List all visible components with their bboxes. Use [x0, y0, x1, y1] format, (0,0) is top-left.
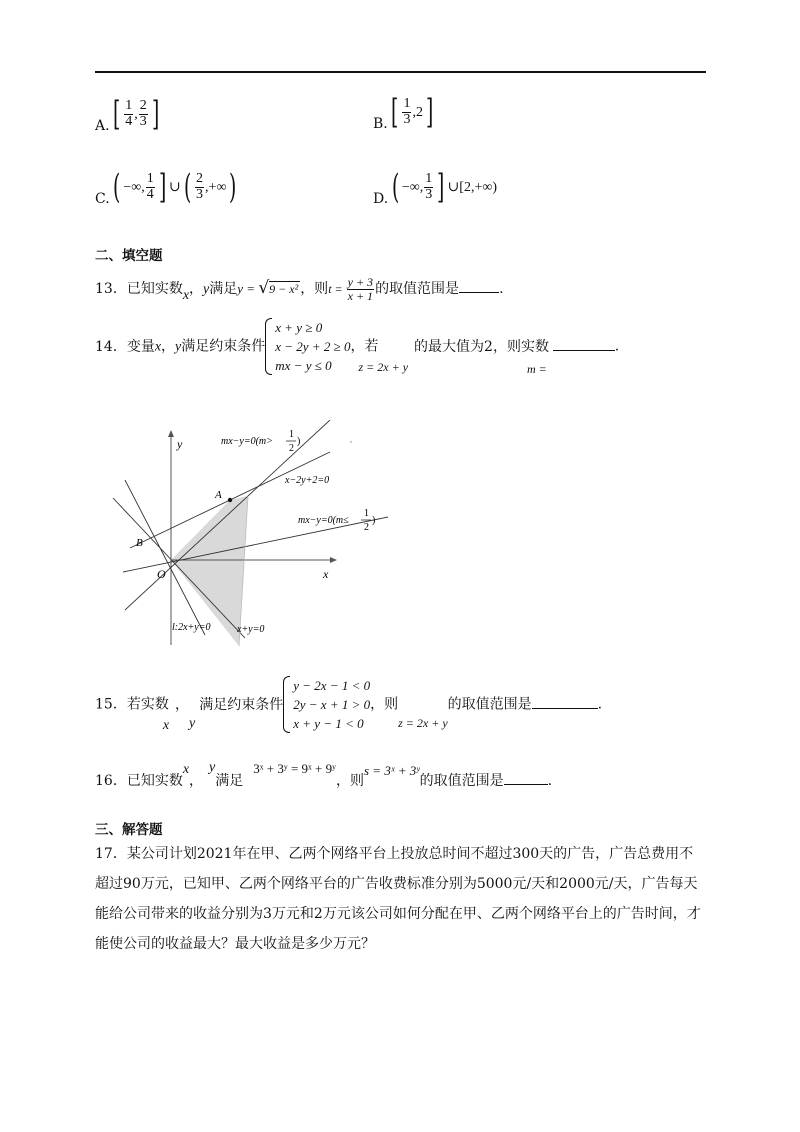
- line1-label: mx−y=0(m>: [221, 436, 273, 447]
- line5-label: x+y=0: [237, 624, 265, 635]
- option-a[interactable]: A. [ $\frac{1}{4}$ , $\frac{2}{3}$ ]: [95, 94, 160, 134]
- q15-answer-blank[interactable]: [532, 694, 598, 709]
- option-d-label: D.: [373, 191, 389, 207]
- line1-frac-den: 2: [289, 443, 294, 454]
- option-d[interactable]: D. ( −∞, $\frac{1}{3}$ ] ∪[2,+∞): [373, 167, 497, 207]
- question-13: 13．已知实数x，y满足y = √9 − x² ，则t = $\frac{y + 3}{x + 1}$ 的取值范围是 .: [95, 275, 504, 304]
- y-axis-label: y: [177, 437, 183, 451]
- option-b-label: B.: [373, 116, 388, 132]
- option-b[interactable]: B. [ $\frac{1}{3}$ ,2]: [373, 92, 434, 132]
- line3-frac-num: 1: [364, 508, 369, 519]
- line3-close: ): [372, 515, 376, 526]
- section-3-title: 三、解答题: [95, 822, 163, 838]
- option-c-frac1: $\frac{1}{4}$: [146, 170, 154, 202]
- option-a-frac1: $\frac{1}{4}$: [125, 97, 133, 129]
- y-axis-arrow-icon: [168, 430, 174, 437]
- x-axis-label: x: [323, 567, 329, 581]
- origin-label: O: [157, 567, 166, 581]
- q13-answer-blank[interactable]: [459, 278, 499, 293]
- stray-mark: ,: [350, 435, 352, 444]
- point-b-label: B: [136, 537, 143, 549]
- section-2-title: 二、填空题: [95, 248, 163, 264]
- option-c[interactable]: C. ( −∞, $\frac{1}{4}$ ] ∪( $\frac{2}{3}$ ,+∞): [95, 167, 237, 207]
- question-16: 16．已知实数x，y满足3ˣ + 3ʸ = 9ˣ + 9ʸ，则s = 3ˣ + 3ʸ的取值范围是 .: [95, 760, 553, 789]
- line3-label: mx−y=0(m≤: [298, 515, 349, 526]
- option-d-frac: $\frac{1}{3}$: [425, 170, 433, 202]
- q14-answer-blank[interactable]: [553, 336, 615, 351]
- line3-frac-den: 2: [364, 522, 369, 533]
- option-a-frac2: $\frac{2}{3}$: [139, 97, 147, 129]
- line4-label: l:2x+y=0: [172, 622, 211, 633]
- header-rule: [95, 71, 706, 73]
- question-14: 14．变量x，y满足约束条件 x + y ≥ 0 x − 2y + 2 ≥ 0 mx − y ≤ 0 ，若z = 2x + y的最大值为2，则实数m =.: [95, 320, 620, 376]
- question-17: 17．某公司计划2021年在甲、乙两个网络平台上投放总时间不超过300天的广告，广告总费用不超过90万元，已知甲、乙两个网络平台的广告收费标准分别为5000元/天和2000元/天，广告每天能给公司带来的收益分别为3万元和2万元该公司如何分配在甲、乙两个网络平台上的广告时间，才能使公司的收益最大？最大收益是多少万元？: [95, 846, 701, 952]
- q15-constraint-system: y − 2x − 1 < 0 2y − x + 1 > 0 x + y − 1 < 0: [283, 676, 370, 733]
- point-a-label: A: [215, 489, 222, 501]
- q16-answer-blank[interactable]: [504, 770, 548, 785]
- point-a-marker: [228, 498, 232, 502]
- feasible-region-figure: [105, 420, 405, 650]
- line2-label: x−2y+2=0: [285, 475, 330, 486]
- line1-close: ): [297, 436, 301, 447]
- question-15: 15．若实数x，y满足约束条件 y − 2x − 1 < 0 2y − x + 1 > 0 x + y − 1 < 0 ，则z = 2x + y的取值范围是 .: [95, 678, 603, 733]
- line1-frac-num: 1: [289, 429, 294, 440]
- option-c-frac2: $\frac{2}{3}$: [196, 170, 204, 202]
- q13-fraction: $\frac{y + 3}{x + 1}$: [347, 275, 374, 303]
- option-c-label: C.: [95, 191, 110, 207]
- q14-constraint-system: x + y ≥ 0 x − 2y + 2 ≥ 0 mx − y ≤ 0: [265, 318, 350, 375]
- x-axis-arrow-icon: [330, 557, 337, 563]
- option-b-frac: $\frac{1}{3}$: [403, 95, 411, 127]
- option-a-label: A.: [95, 118, 110, 134]
